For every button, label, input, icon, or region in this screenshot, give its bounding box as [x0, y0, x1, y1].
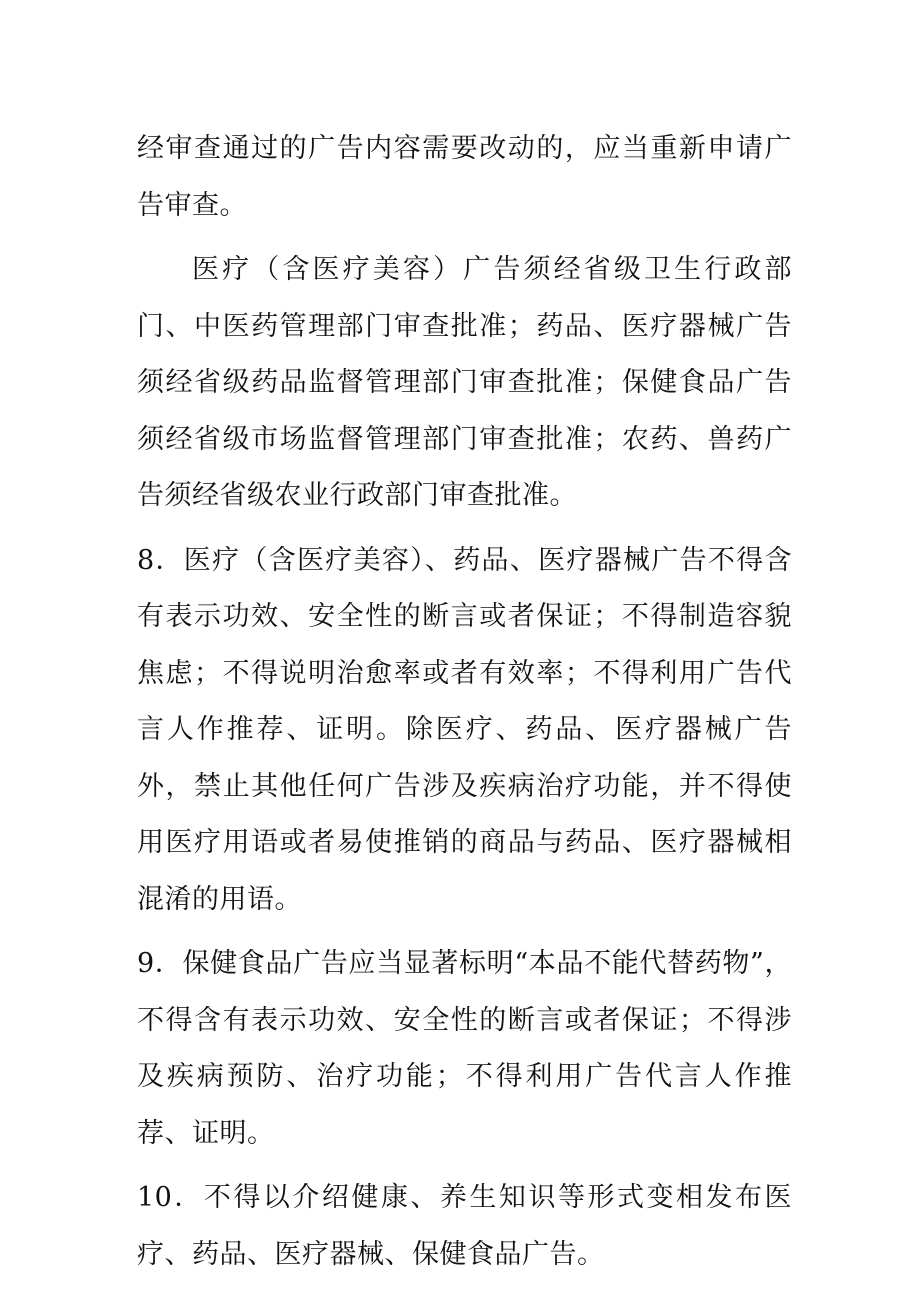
paragraph-review-change: 经审查通过的广告内容需要改动的，应当重新申请广告审查。 [137, 133, 792, 221]
paragraph-review-authorities: 医疗（含医疗美容）广告须经省级卫生行政部门、中医药管理部门审查批准；药品、医疗器械广告须经省级药品监督管理部门审查批准；保健食品广告须经省级市场监督管理部门审查批准；农药、兽药广告须经省级农业行政部门审查批准。 [137, 254, 792, 511]
paragraph-item-8-medical-ads: 8．医疗（含医疗美容）、药品、医疗器械广告不得含有表示功效、安全性的断言或者保证；不得制造容貌焦虑；不得说明治愈率或者有效率；不得利用广告代言人作推荐、证明。除医疗、药品、医疗器械广告外，禁止其他任何广告涉及疾病治疗功能，并不得使用医疗用语或者易使推销的商品与药品、医疗器械相混淆的用语。 [137, 544, 792, 915]
paragraph-item-10-disguised-ads: 10．不得以介绍健康、养生知识等形式变相发布医疗、药品、医疗器械、保健食品广告。 [137, 1182, 792, 1270]
document-body [137, 121, 792, 1291]
paragraph-item-9-health-food-ads: 9．保健食品广告应当显著标明“本品不能代替药物”，不得含有表示功效、安全性的断言或者保证；不得涉及疾病预防、治疗功能；不得利用广告代言人作推荐、证明。 [137, 948, 792, 1149]
